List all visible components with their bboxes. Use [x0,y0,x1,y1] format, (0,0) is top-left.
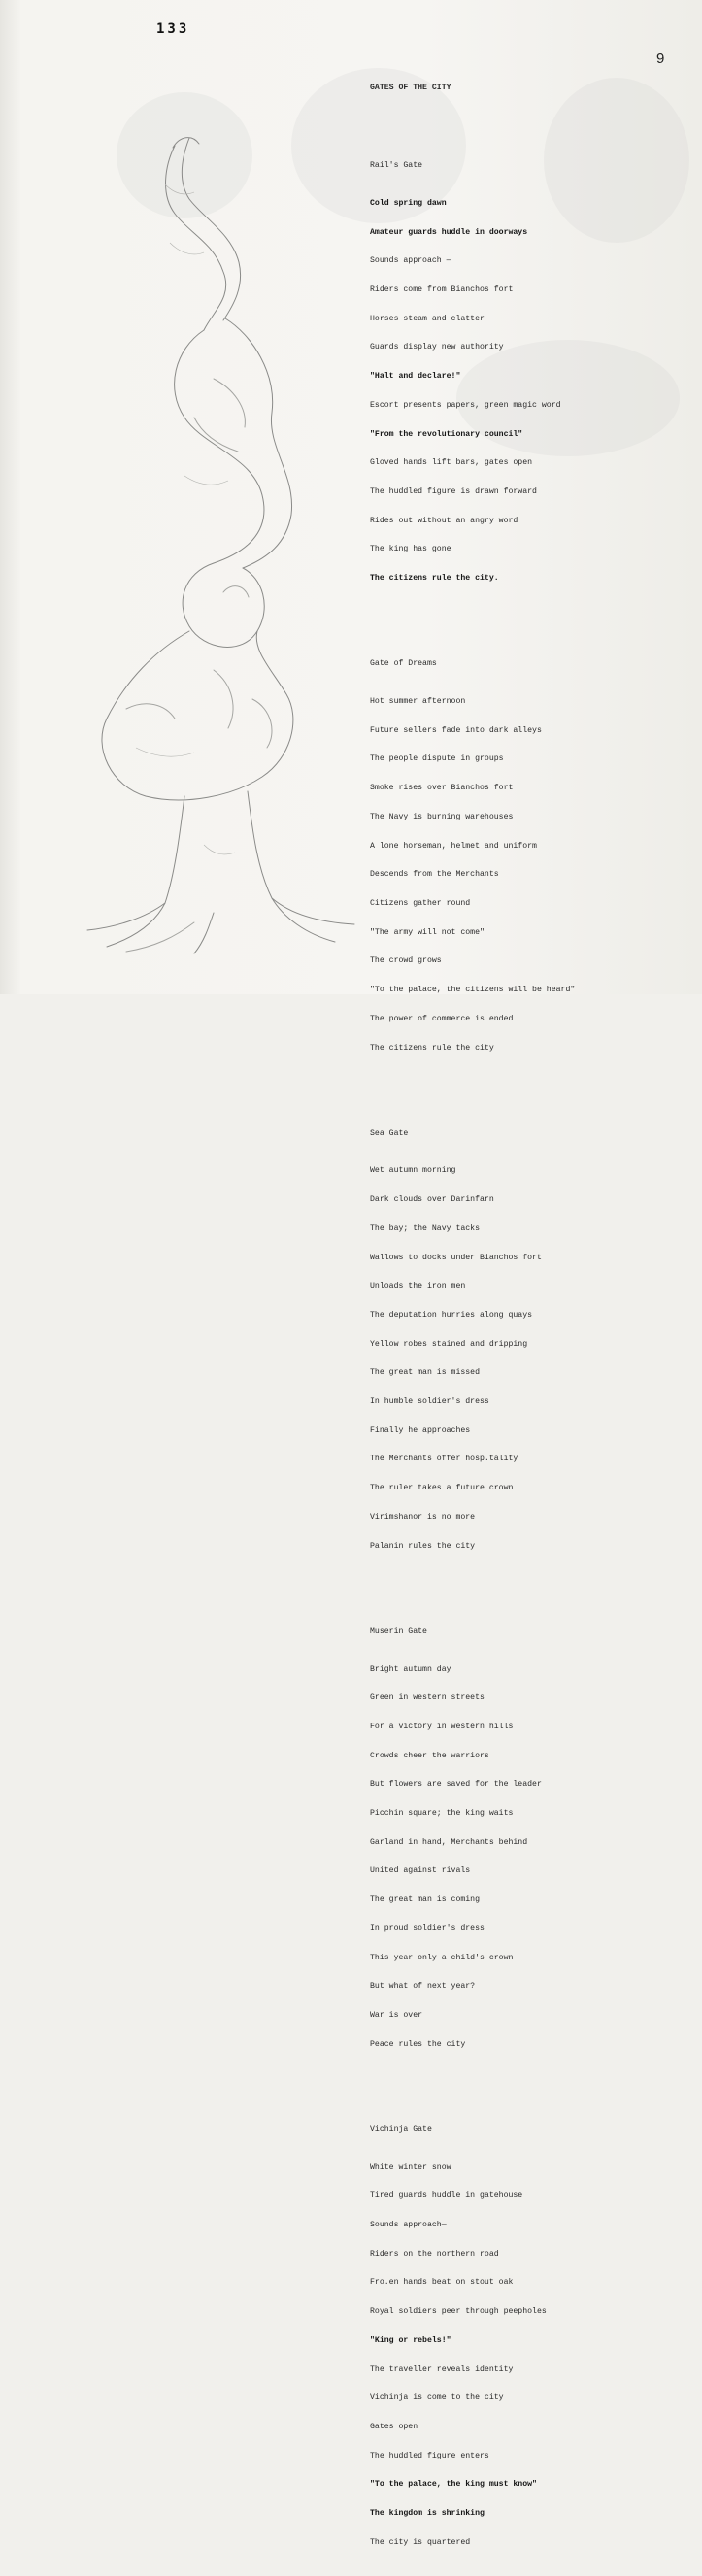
poem-line: Royal soldiers peer through peepholes [370,2307,547,2317]
poem-line: The city is quartered [370,2537,471,2547]
poem-line: But what of next year? [370,1982,476,1991]
poem-line: In proud soldier's dress [370,1924,485,1933]
section-heading: Vichinja Gate [370,2124,432,2134]
poem-section [370,632,661,1073]
drawing-middle-body [175,330,264,563]
poem-title: GATES OF THE CITY [370,83,451,92]
poem-line: Escort presents papers, green magic word [370,400,561,410]
poem-line: Hot summer afternoon [370,697,466,707]
poem-line: Cold spring dawn [370,198,447,208]
poem-line: Guards display new authority [370,343,504,352]
poem-line: War is over [370,2010,423,2020]
poem-line: Green in western streets [370,1693,485,1703]
section-heading: Sea Gate [370,1128,409,1138]
poem-section [370,133,661,602]
pencil-illustration [68,126,369,961]
poem-line: Crowds cheer the warriors [370,1751,489,1760]
page-number-right: 9 [656,50,665,67]
poem-line: The Merchants offer hosp.tality [370,1455,518,1464]
poem-line: The crowd grows [370,956,442,966]
poem-line: Citizens gather round [370,898,471,908]
poem-line: For a victory in western hills [370,1722,514,1731]
poem-line: The citizens rule the city [370,1043,494,1053]
poem-line: Riders on the northern road [370,2249,499,2258]
poem-line: A lone horseman, helmet and uniform [370,841,537,851]
poem-line: White winter snow [370,2162,451,2172]
section-heading: Gate of Dreams [370,659,437,669]
poem-line: "From the revolutionary council" [370,429,523,439]
section-heading: Muserin Gate [370,1626,427,1636]
section-heading: Rail's Gate [370,161,423,171]
poem-line: The power of commerce is ended [370,1014,514,1023]
poem-line: The huddled figure enters [370,2451,489,2460]
poem-line: The huddled figure is drawn forward [370,487,537,496]
poem-section [370,2097,661,2566]
poem-line: Horses steam and clatter [370,314,485,323]
poem-line: Riders come from Bianchos fort [370,285,514,295]
poem-line: The great man is missed [370,1368,481,1378]
poem-line: The deputation hurries along quays [370,1310,533,1320]
poem-line: Palanin rules the city [370,1541,476,1551]
poem-line: Picchin square; the king waits [370,1809,514,1819]
poem-line: The people dispute in groups [370,754,504,764]
poem-line: "To the palace, the citizens will be heard" [370,986,576,995]
poem-line: Amateur guards huddle in doorways [370,227,528,237]
poem-line: Virimshanor is no more [370,1512,476,1522]
poem-line: But flowers are saved for the leader [370,1780,542,1790]
poem-line: Sounds approach— [370,2221,447,2230]
drawing-top-limb [166,146,226,330]
poem-line: Rides out without an angry word [370,516,518,525]
drawing-roots [87,903,165,930]
poem-line: This year only a child's crown [370,1953,514,1962]
poem-line: The Navy is burning warehouses [370,812,514,821]
poem-line: Tired guards huddle in gatehouse [370,2191,523,2201]
poem-section [370,1599,661,2068]
poem-line: Yellow robes stained and dripping [370,1339,528,1349]
poem-line: The great man is coming [370,1895,481,1905]
poem-line: "To the palace, the king must know" [370,2480,537,2490]
poem-line: The king has gone [370,545,451,554]
poem-line: Gloved hands lift bars, gates open [370,458,533,468]
poem-line: Future sellers fade into dark alleys [370,725,542,735]
poem-line: "King or rebels!" [370,2335,451,2345]
poem-line: Peace rules the city [370,2039,466,2049]
poem-line: Wallows to docks under Bianchos fort [370,1253,542,1262]
poem-line: Gates open [370,2422,418,2431]
poem-line: The citizens rule the city. [370,574,499,584]
poem-line: The kingdom is shrinking [370,2509,485,2519]
poem-line: The traveller reveals identity [370,2364,514,2374]
poem-line: Finally he approaches [370,1425,471,1435]
poem-line: Descends from the Merchants [370,870,499,880]
poem-line: In humble soldier's dress [370,1397,489,1407]
poem-line: Fro.en hands beat on stout oak [370,2278,514,2288]
poem-line: Unloads the iron men [370,1282,466,1291]
page-number-left: 133 [156,21,190,37]
poem-line: Garland in hand, Merchants behind [370,1837,528,1847]
poem-line: Sounds approach — [370,256,451,266]
poem-section [370,1101,661,1570]
poem-line: Bright autumn day [370,1664,451,1674]
poem-line: United against rivals [370,1866,471,1876]
poem-line: Smoke rises over Bianchos fort [370,784,514,793]
poem-line: "Halt and declare!" [370,372,461,382]
poem-line: The ruler takes a future crown [370,1484,514,1493]
poem-line: "The army will not come" [370,927,485,937]
poem-line: Dark clouds over Darinfarn [370,1195,494,1205]
poem-line: Wet autumn morning [370,1166,456,1176]
poem-line: The bay; the Navy tacks [370,1223,481,1233]
poem [370,64,661,2576]
drawing-lower-hand [102,631,293,800]
poem-line: Vichinja is come to the city [370,2393,504,2403]
